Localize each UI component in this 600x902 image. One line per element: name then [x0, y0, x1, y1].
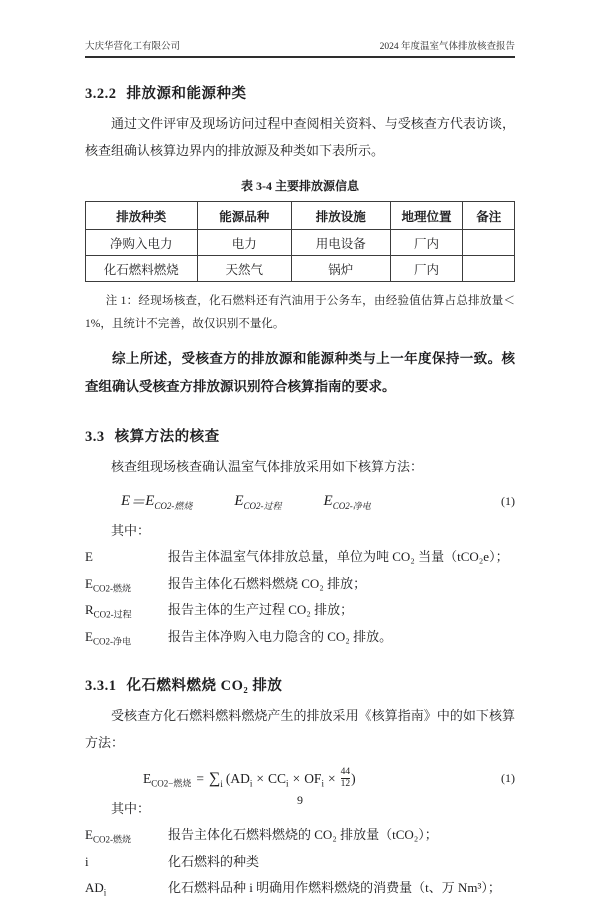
table-row — [86, 256, 515, 282]
cell: 化石燃料燃烧 — [86, 256, 198, 282]
section-number: 3.3.1 — [85, 678, 117, 694]
formula-lhs: E — [121, 493, 131, 509]
equals-sign: ＝ — [130, 495, 146, 511]
cell: 天然气 — [197, 256, 291, 282]
page-header — [85, 38, 515, 58]
multiply-sign: × — [292, 770, 301, 786]
formula-term-CC: $CC_i$ — [268, 770, 289, 789]
symbol: i — [85, 853, 89, 869]
symbol: $E_{CO2-燃烧}$ — [85, 827, 131, 845]
definition-row — [85, 822, 515, 849]
header-company-name: 大庆华营化工有限公司 — [85, 42, 181, 52]
paragraph-331: 受核查方化石燃料燃料燃烧产生的排放采用《核算指南》中的如下核算方法： — [85, 708, 515, 750]
formula-term: $E_{CO2-净电}$ — [323, 493, 371, 511]
definition-row — [85, 875, 515, 902]
definition-row — [85, 571, 515, 598]
total-emission-formula — [85, 491, 515, 512]
multiply-sign: × — [327, 770, 336, 786]
summary-paragraph: 综上所述，受核查方的排放源和能源种类与上一年度保持一致。核查组确认受核查方排放源识别符合核算指南的要求。 — [85, 351, 515, 394]
symbol: $E_{CO2-燃烧}$ — [85, 575, 131, 594]
definition-row — [85, 544, 515, 571]
cell: 厂内 — [390, 230, 463, 256]
page-number: 9 — [297, 793, 303, 807]
definition-row — [85, 597, 515, 624]
section-heading-331 — [85, 674, 515, 695]
symbol: $R_{CO2-过程}$ — [85, 602, 132, 620]
symbol-description: 化石燃料品种 i 明确用作燃料燃烧的消费量（t、万 Nm³）； — [168, 880, 501, 895]
table-footnote: 注 1：经现场核查，化石燃料还有汽油用于公务车，由经验值估算占总排放量＜1%，且统计不完善，故仅识别不量化。 — [85, 295, 515, 330]
open-paren: ( — [225, 770, 231, 786]
col-header-location: 地理位置 — [390, 202, 463, 230]
summation-symbol: $\sum_i$ — [208, 769, 223, 789]
section-heading-33 — [85, 425, 515, 446]
section-title: 化石燃料燃烧 CO₂ 排放 — [126, 678, 283, 694]
symbol-description: 报告主体的生产过程 CO₂ 排放； — [168, 602, 354, 617]
table-header-row — [86, 202, 515, 230]
equation-number: (1) — [501, 771, 515, 785]
fuel-combustion-formula — [85, 767, 515, 790]
paragraph-322: 通过文件评审及现场访问过程中查阅相关资料、与受核查方代表访谈，核查组确认核算边界内的排放源及种类如下表所示。 — [85, 116, 515, 158]
equation-number: (1) — [501, 494, 515, 508]
symbol-definitions — [85, 544, 515, 650]
multiply-sign: × — [256, 770, 265, 786]
where-intro: 其中： — [111, 523, 151, 538]
definition-row — [85, 624, 515, 651]
formula-lhs: $E_{CO2-燃烧}$ — [143, 770, 192, 789]
paragraph-33: 核查组现场核查确认温室气体排放采用如下核算方法： — [111, 459, 424, 474]
emission-source-table — [85, 201, 515, 282]
symbol-description: 报告主体温室气体排放总量，单位为吨 CO₂ 当量（tCO₂e）； — [168, 549, 509, 564]
symbol-description: 报告主体化石燃料燃烧 CO₂ 排放； — [168, 575, 367, 591]
where-intro: 其中： — [111, 801, 151, 816]
cell — [463, 256, 515, 282]
section-number: 3.3 — [85, 429, 105, 445]
formula-term: $E_{CO2-燃烧}$ — [145, 493, 193, 511]
formula-term-AD: $AD_i$ — [230, 770, 253, 789]
cell — [463, 230, 515, 256]
equals-sign: = — [196, 770, 204, 786]
definition-row — [85, 849, 515, 876]
cell: 净购入电力 — [86, 230, 198, 256]
table-caption: 表 3-4 主要排放源信息 — [241, 179, 359, 193]
section-title: 排放源和能源种类 — [126, 86, 247, 102]
header-report-title: 2024 年度温室气体排放核查报告 — [379, 42, 515, 52]
col-header-emission-type: 排放种类 — [86, 202, 198, 230]
section-title: 核算方法的核查 — [114, 429, 220, 445]
col-header-remark: 备注 — [463, 202, 515, 230]
cell: 用电设备 — [291, 230, 390, 256]
section-number: 3.2.2 — [85, 86, 117, 102]
col-header-facility: 排放设施 — [291, 202, 390, 230]
symbol: $AD_i$ — [85, 880, 107, 898]
table-row — [86, 230, 515, 256]
cell: 锅炉 — [291, 256, 390, 282]
cell: 厂内 — [390, 256, 463, 282]
col-header-energy-type: 能源品种 — [197, 202, 291, 230]
cell: 电力 — [197, 230, 291, 256]
symbol-description: 化石燃料的种类 — [168, 853, 260, 869]
formula-term: $E_{CO2-过程}$ — [234, 493, 282, 511]
symbol-description: 报告主体化石燃料燃烧的 CO₂ 排放量（tCO₂）； — [168, 827, 438, 842]
symbol: E — [85, 549, 93, 564]
section-heading-322 — [85, 82, 515, 103]
symbol-definitions — [85, 822, 515, 902]
fraction-44-12: $\frac{44}{12}$ — [340, 767, 351, 789]
symbol: $E_{CO2-净电}$ — [85, 628, 131, 647]
symbol-description: 报告主体净购入电力隐含的 CO₂ 排放。 — [168, 628, 393, 644]
close-paren: ) — [351, 770, 356, 786]
formula-term-OF: $OF_i$ — [304, 770, 324, 789]
